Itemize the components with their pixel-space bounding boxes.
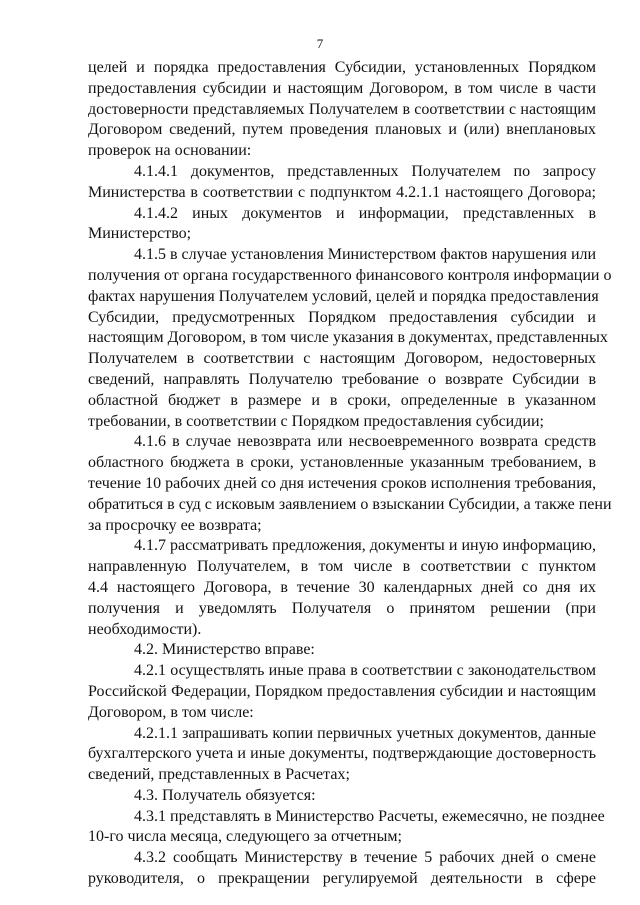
text-line: 10-го числа месяца, следующего за отчетным;	[88, 828, 402, 846]
text-line: необходимости).	[88, 620, 202, 638]
text-line: получения и уведомлять Получателя о принятом решении (при	[88, 599, 596, 617]
text-line: бухгалтерского учета и иные документы, подтверждающие достоверность	[88, 745, 596, 763]
text-line: 4.1.5 в случае установления Министерством фактов нарушения или	[134, 246, 597, 264]
text-line: проверок на основании:	[88, 142, 252, 160]
text-line: Договором сведений, путем проведения плановых и (или) внеплановых	[88, 121, 596, 139]
text-line: требовании, в соответствии с Порядком предоставления субсидии;	[88, 412, 544, 430]
text-line: областной бюджет в размере и в сроки, определенные в указанном	[88, 391, 596, 409]
text-line: Российской Федерации, Порядком предоставления субсидии и настоящим	[88, 682, 596, 700]
text-line: 4.1.4.2 иных документов и информации, представленных в	[134, 204, 596, 222]
text-line: руководителя, о прекращении регулируемой деятельности в сфере	[88, 870, 596, 888]
text-line: 4.4 настоящего Договора, в течение 30 календарных дней со дня их	[88, 578, 596, 596]
text-line: 4.2. Министерство вправе:	[134, 641, 315, 659]
text-line: направленную Получателем, в том числе в соответствии с пунктом	[88, 558, 596, 576]
text-line: Министерства в соответствии с подпунктом 4.2.1.1 настоящего Договора;	[88, 183, 596, 201]
text-line: 4.1.6 в случае невозврата или несвоевременного возврата средств	[134, 433, 596, 451]
text-line: сведений, направлять Получателю требование о возврате Субсидии в	[88, 370, 596, 388]
text-line: течение 10 рабочих дней со дня истечения сроков исполнения требования,	[88, 474, 597, 492]
text-line: достоверности представляемых Получателем в соответствии с настоящим	[88, 100, 596, 118]
text-line: настоящим Договором, в том числе указания в документах, представленных	[88, 329, 608, 347]
text-line: обратиться в суд с исковым заявлением о взыскании Субсидии, а также пени	[88, 495, 612, 513]
page-number: 7	[316, 36, 324, 51]
text-line: сведений, представленных в Расчетах;	[88, 766, 350, 784]
text-line: областного бюджета в сроки, установленные указанным требованием, в	[88, 454, 596, 472]
text-line: Получателем в соответствии с настоящим Договором, недостоверных	[88, 350, 596, 368]
text-line: 4.2.1 осуществлять иные права в соответствии с законодательством	[134, 662, 596, 680]
text-line: 4.3.2 сообщать Министерству в течение 5 рабочих дней о смене	[134, 849, 596, 867]
text-line: получения от органа государственного финансового контроля информации о	[88, 266, 612, 284]
text-line: Договором, в том числе:	[88, 703, 254, 721]
body-text	[88, 58, 612, 890]
text-line: Министерство;	[88, 225, 192, 243]
text-line: за просрочку ее возврата;	[88, 516, 262, 534]
text-line: 4.3.1 представлять в Министерство Расчеты, ежемесячно, не позднее	[134, 807, 605, 825]
text-line: Субсидии, предусмотренных Порядком предоставления субсидии и	[88, 308, 596, 326]
text-line: 4.1.4.1 документов, представленных Получателем по запросу	[134, 162, 596, 180]
text-line: предоставления субсидии и настоящим Договором, в том числе в части	[88, 79, 596, 97]
text-line: 4.3. Получатель обязуется:	[134, 786, 316, 804]
text-line: 4.1.7 рассматривать предложения, документы и иную информацию,	[134, 537, 596, 555]
text-line: 4.2.1.1 запрашивать копии первичных учетных документов, данные	[134, 724, 596, 742]
text-line: фактах нарушения Получателем условий, целей и порядка предоставления	[88, 287, 599, 305]
text-line: целей и порядка предоставления Субсидии, установленных Порядком	[88, 59, 596, 76]
